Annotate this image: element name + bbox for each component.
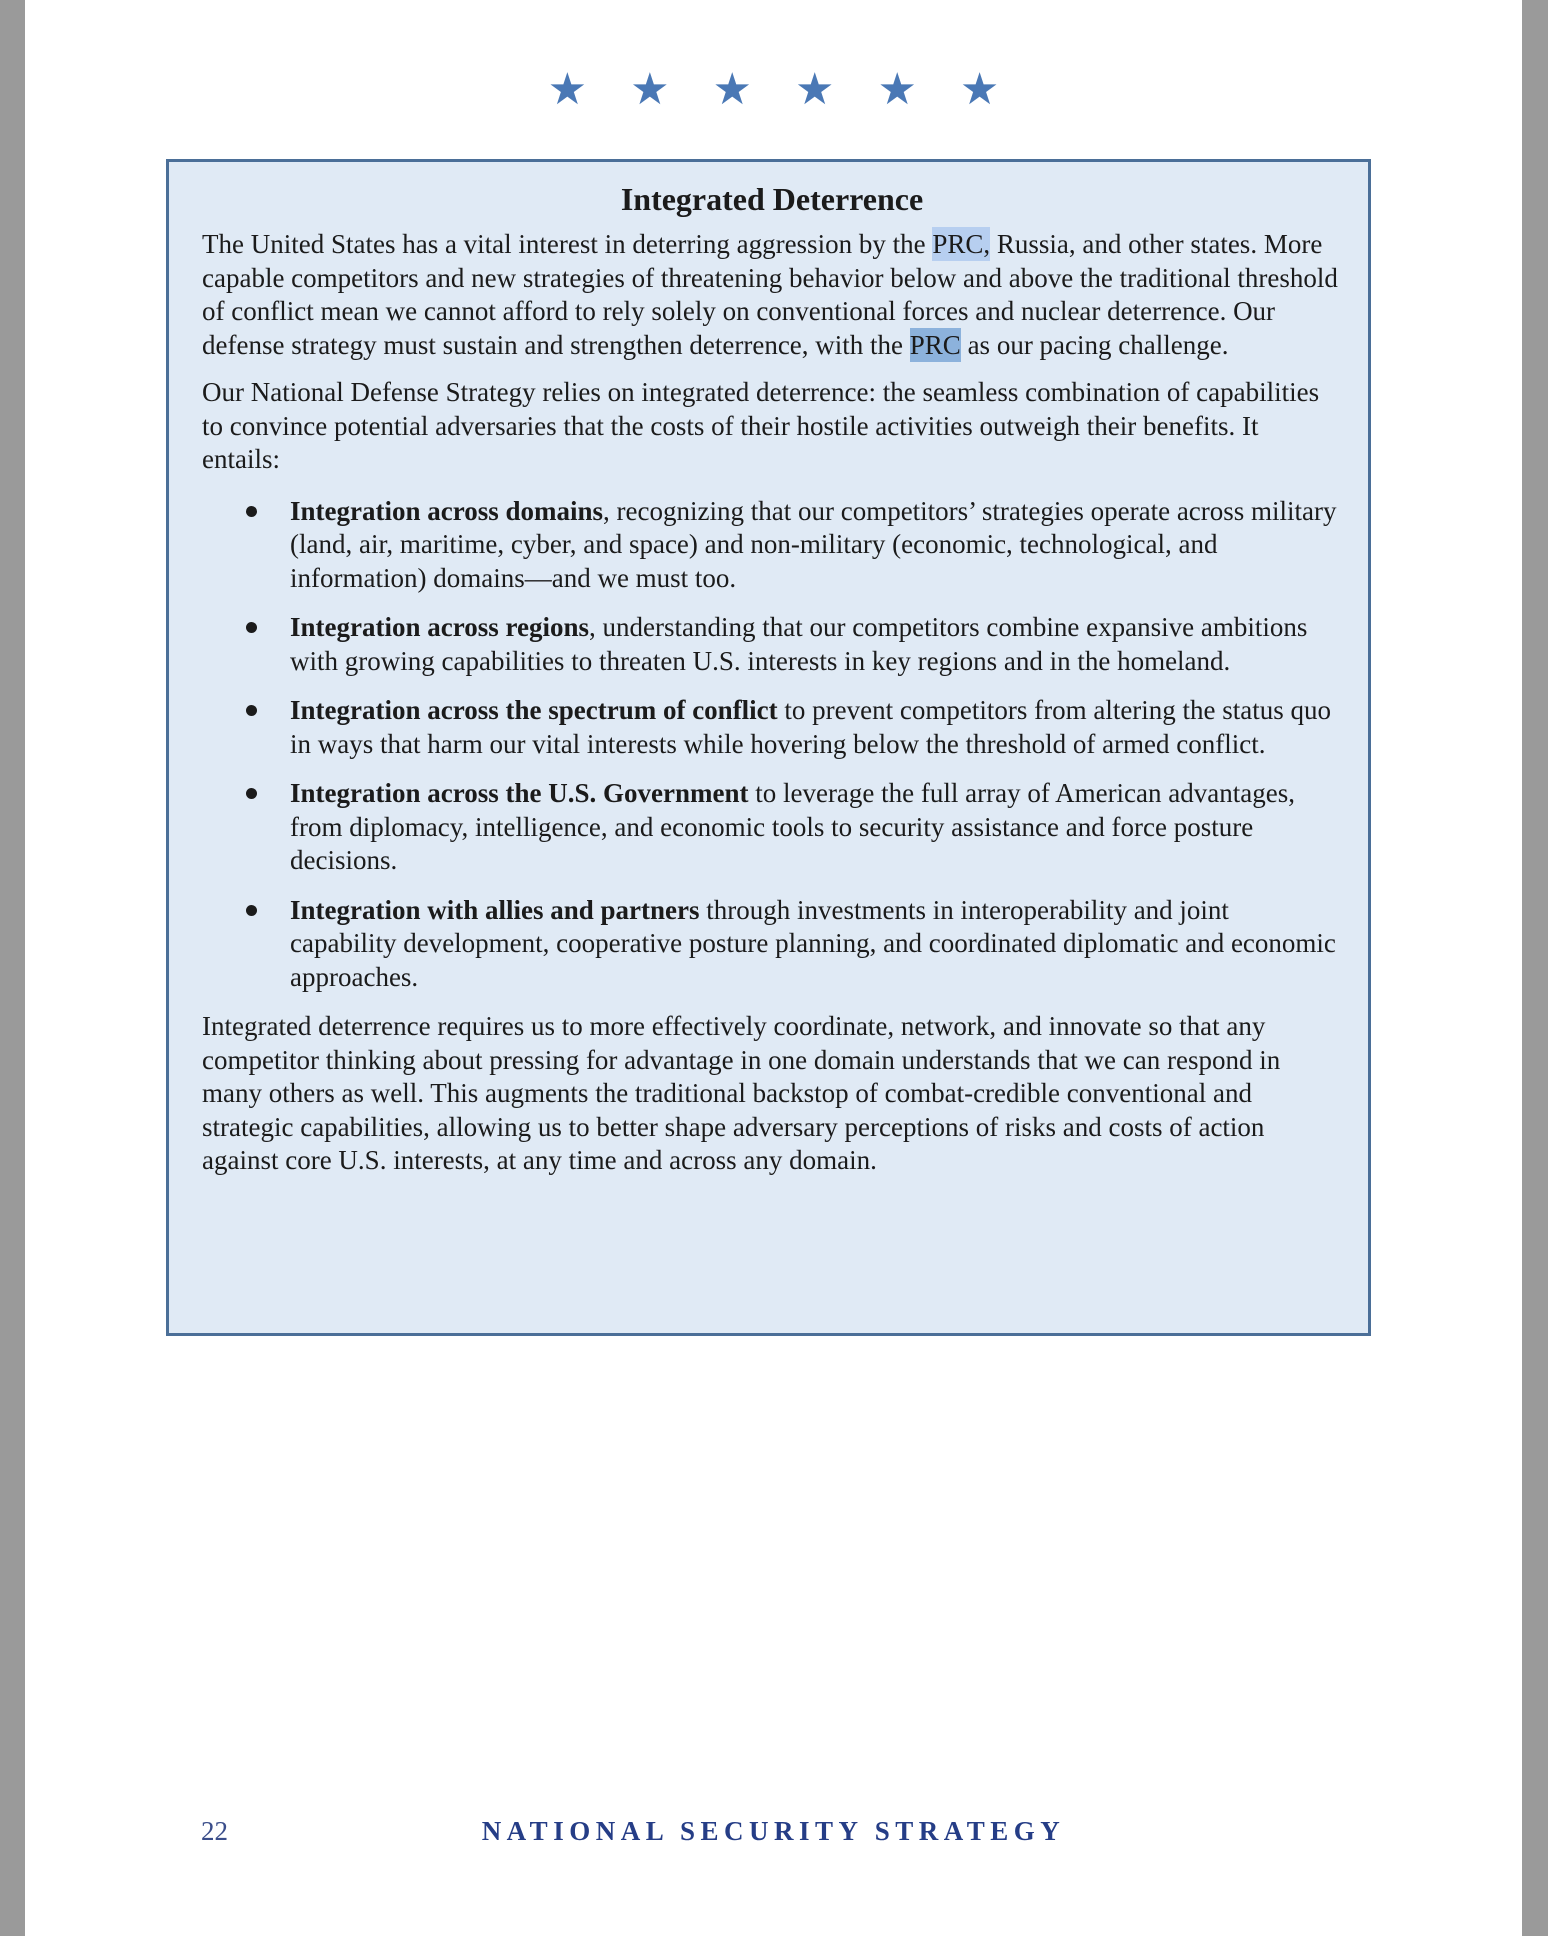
list-item-text: to prevent competitors from altering the status quo in ways that harm our vital interests while hovering below the threshold of armed conflict. <box>290 695 1332 759</box>
strategy-paragraph: Our National Defense Strategy relies on integrated deterrence: the seamless combination of capabilities to convince potential adversaries that the costs of their hostile activities outweigh their benefits. It entails: <box>202 377 1320 474</box>
list-item-text: , recognizing that our competitors’ strategies operate across military (land, air, maritime, cyber, and space) and non-military (economic, technological, and information) domains—and we must too. <box>290 495 1337 593</box>
list-item <box>202 694 1342 761</box>
list-item-text: through investments in interoperability and joint capability development, cooperative posture planning, and coordinated diplomatic and economic approaches. <box>290 894 1336 992</box>
bullet-icon <box>246 905 257 916</box>
list-item-text: , understanding that our competitors combine expansive ambitions with growing capabilities to threaten U.S. interests in key regions and in the homeland. <box>290 612 1308 676</box>
list-item <box>202 894 1342 995</box>
bullet-icon <box>246 705 257 716</box>
intro-text-2: Russia, and other states. More capable competitors and new strategies of threatening behavior below and above the traditional threshold of conflict mean we cannot afford to rely solely on conventional forces and nuclear deterrence. Our defense strategy must sustain and strengthen deterrence, with the <box>202 229 1338 360</box>
list-item <box>202 495 1342 596</box>
list-item <box>202 777 1342 878</box>
list-item-heading: Integration across domains <box>290 495 604 526</box>
bullet-icon <box>246 788 257 799</box>
integrated-deterrence-box <box>166 159 1371 1336</box>
closing-paragraph: Integrated deterrence requires us to more effectively coordinate, network, and innovate so that any competitor thinking about pressing for advantage in one domain understands that we can respond in many others as well. This augments the traditional backstop of combat-credible conventional and strategic capabilities, allowing us to better shape adversary perceptions of risks and costs of action against core U.S. interests, at any time and across any domain. <box>202 1011 1281 1175</box>
list-item <box>202 611 1342 678</box>
list-item-heading: Integration across the U.S. Government <box>290 778 749 808</box>
list-item-heading: Integration across regions <box>290 612 589 642</box>
intro-paragraph <box>202 228 1342 362</box>
search-highlight-prc-active[interactable]: PRC <box>909 329 961 360</box>
intro-text-1: The United States has a vital interest in deterring aggression by the <box>202 229 933 259</box>
bullet-icon <box>246 622 257 633</box>
list-item-heading: Integration across the spectrum of conflict <box>290 695 778 725</box>
box-title: Integrated Deterrence <box>620 181 924 217</box>
footer-document-title: NATIONAL SECURITY STRATEGY <box>481 1816 1066 1846</box>
integration-list <box>202 495 1342 995</box>
bullet-icon <box>246 506 257 517</box>
intro-text-3: as our pacing challenge. <box>960 329 1229 360</box>
page-number: 22 <box>201 1816 228 1846</box>
stars-ornament: ★ ★ ★ ★ ★ ★ <box>547 65 1016 114</box>
document-page <box>25 0 1522 1936</box>
list-item-heading: Integration with allies and partners <box>290 894 700 925</box>
list-item-text: to leverage the full array of American advantages, from diplomacy, intelligence, and economic tools to security assistance and force posture decisions. <box>290 778 1295 875</box>
search-highlight-prc-1[interactable]: PRC, <box>932 229 991 259</box>
